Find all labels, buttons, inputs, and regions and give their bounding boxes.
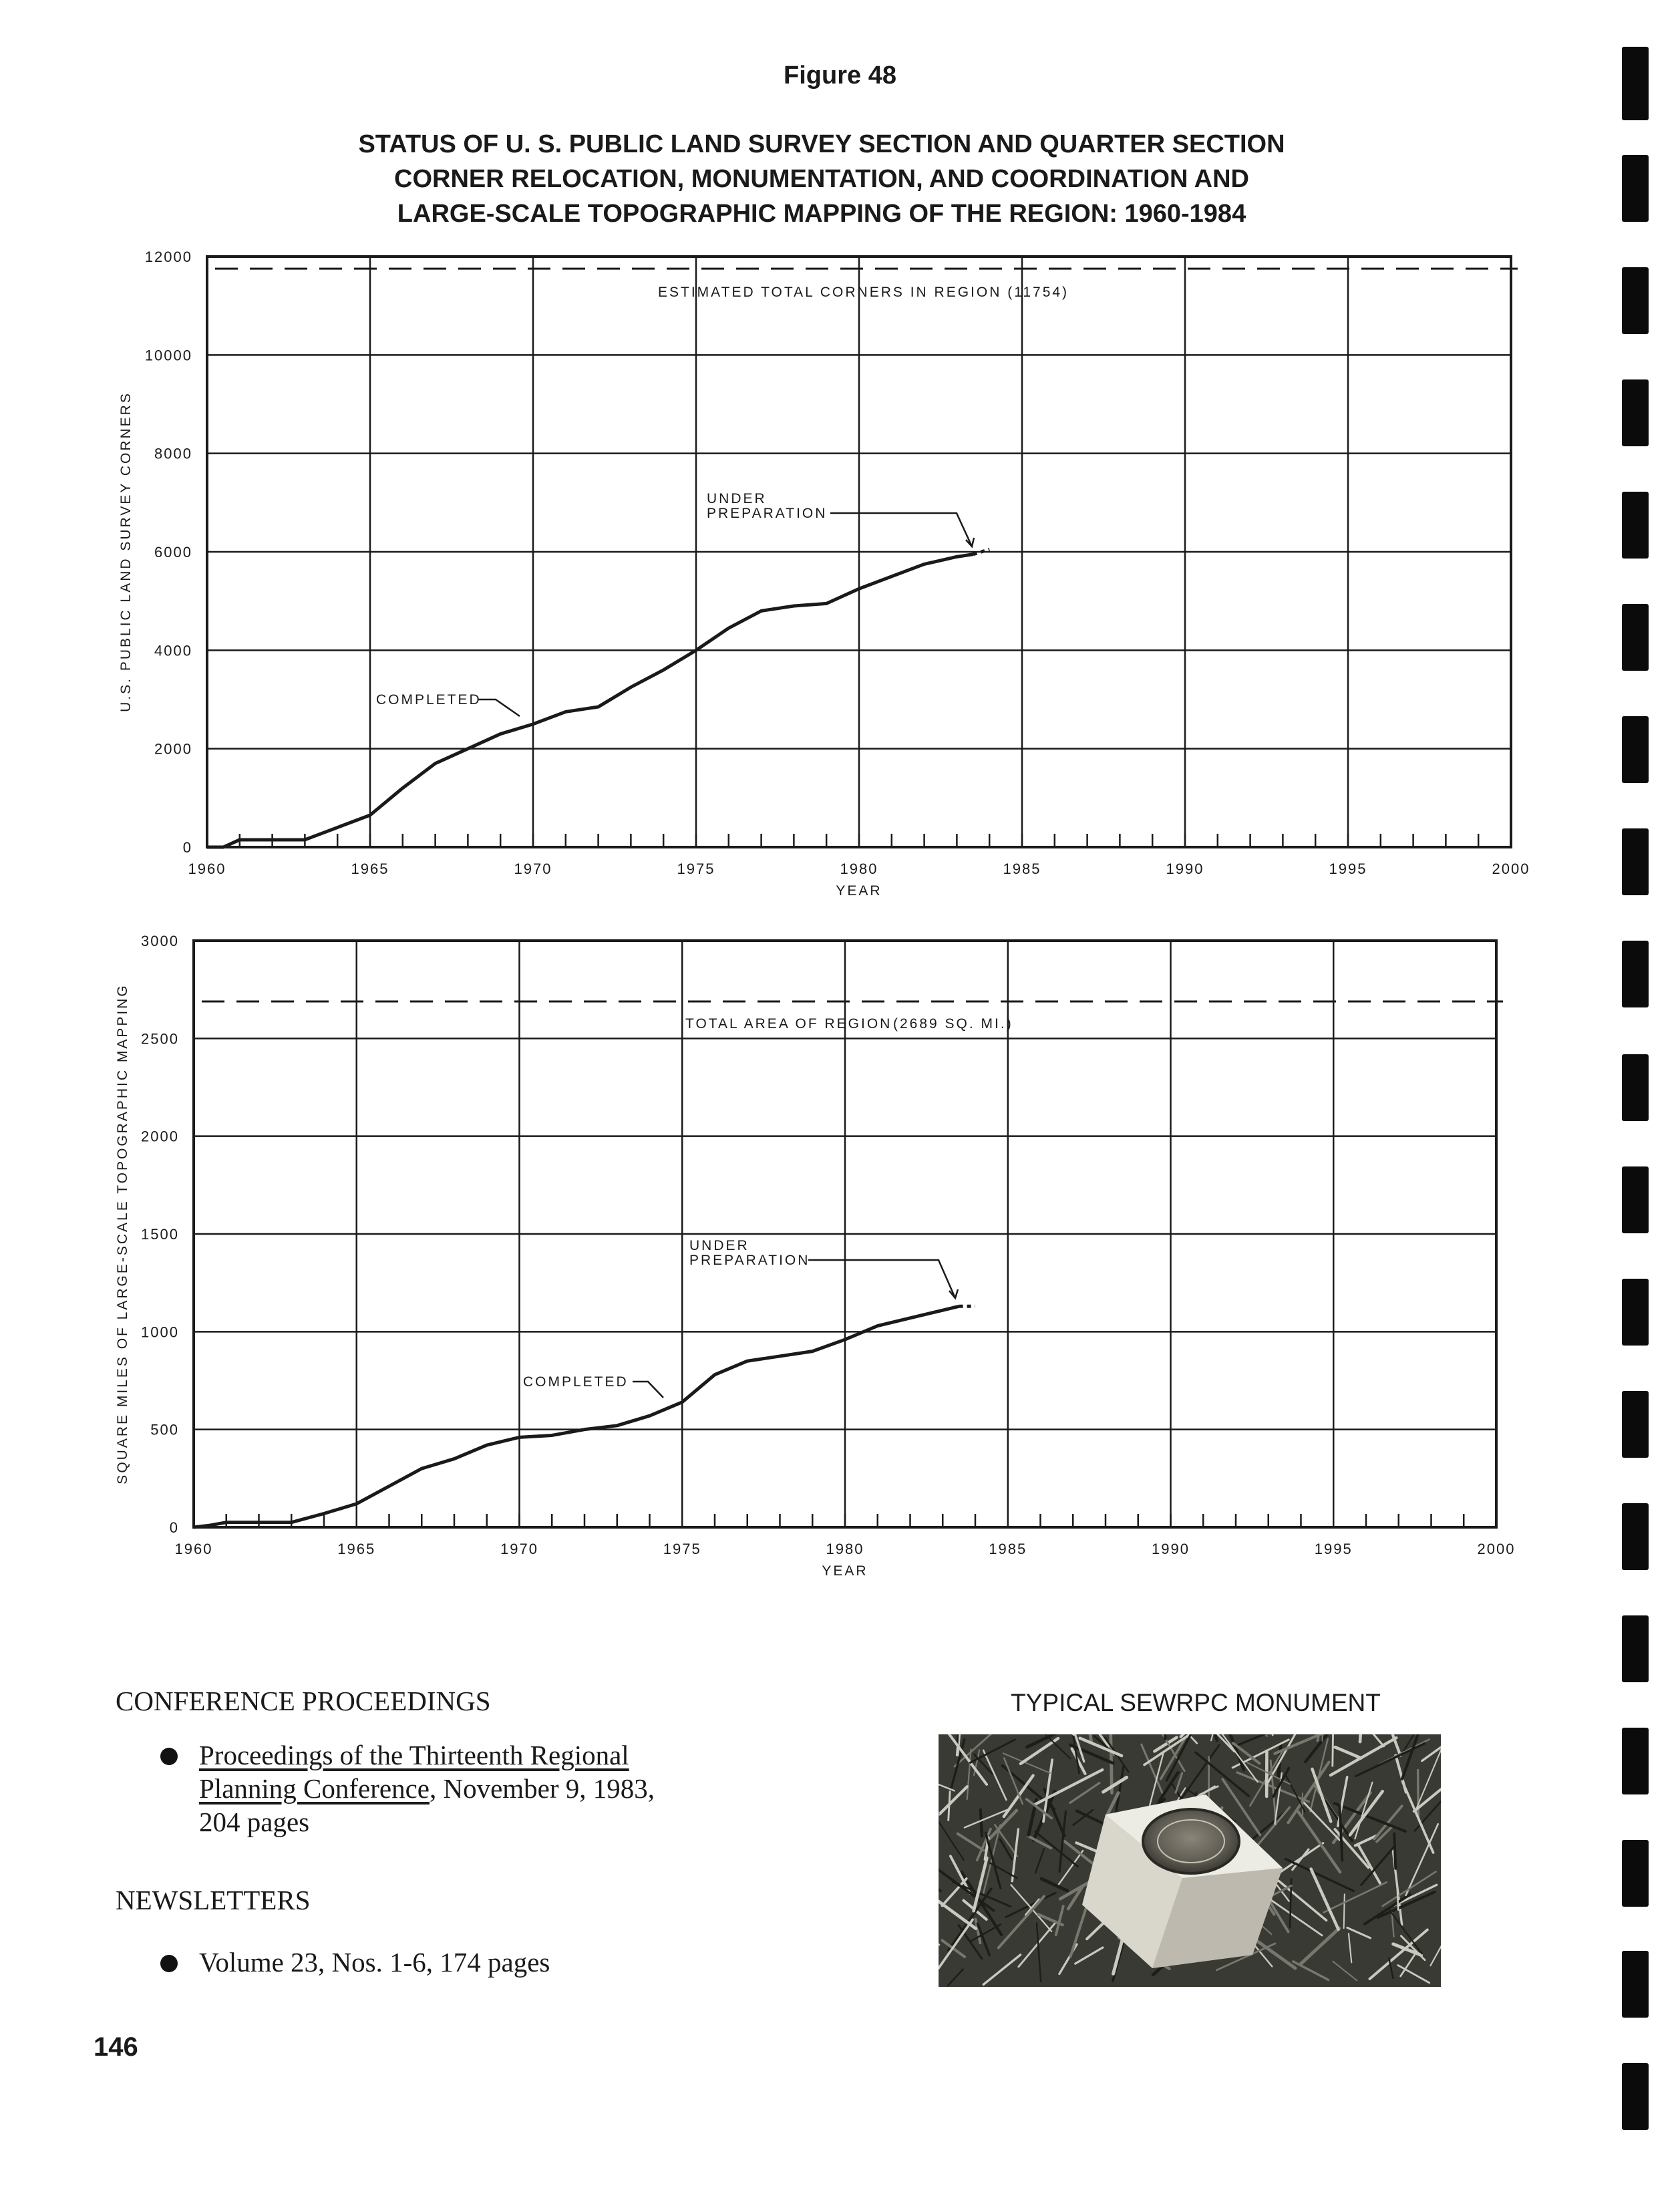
chart2-minor-ticks	[194, 1514, 1496, 1527]
chart2-x-tick-labels	[175, 1541, 1516, 1557]
binding-tab	[1622, 1840, 1649, 1907]
chart2-y-tick-2000: 2000	[141, 1128, 179, 1145]
figure-label: Figure 48	[784, 61, 896, 90]
binding-tab	[1622, 1279, 1649, 1346]
chart2-y-tick-labels	[141, 933, 179, 1536]
chart2-x-tick-1990: 1990	[1152, 1541, 1190, 1557]
binding-tab	[1622, 2063, 1649, 2130]
chart2-y-axis-label: SQUARE MILES OF LARGE-SCALE TOPOGRAPHIC MAPPING	[115, 983, 130, 1484]
binding-tab	[1622, 492, 1649, 559]
chart2-x-tick-1960: 1960	[174, 1541, 213, 1557]
binding-tab	[1622, 1166, 1649, 1233]
binding-tab	[1622, 379, 1649, 446]
chart2-x-tick-1995: 1995	[1314, 1541, 1353, 1557]
binding-tab	[1622, 1054, 1649, 1121]
binding-tab	[1622, 1615, 1649, 1682]
chart1-y-axis-label: U.S. PUBLIC LAND SURVEY CORNERS	[118, 391, 134, 712]
binding-tab	[1622, 1728, 1649, 1794]
chart1-x-tick-1990: 1990	[1166, 860, 1204, 877]
chart2-reference-value: (2689 SQ. MI.)	[893, 1016, 1013, 1032]
chart2-y-tick-500: 500	[150, 1421, 179, 1438]
chart2-y-tick-1500: 1500	[141, 1226, 179, 1243]
chart1-y-tick-4000: 4000	[154, 642, 192, 659]
figure-title-line-1: STATUS OF U. S. PUBLIC LAND SURVEY SECTION AND QUARTER SECTION	[358, 130, 1285, 158]
binding-tab	[1622, 941, 1649, 1007]
conference-item	[160, 1738, 762, 1839]
binding-tab	[1622, 267, 1649, 334]
chart1-reference-label: ESTIMATED TOTAL CORNERS IN REGION (11754)	[658, 285, 1069, 301]
chart1-x-tick-1980: 1980	[840, 860, 878, 877]
bullet-icon	[160, 1748, 178, 1765]
chart2-completed-leader	[633, 1382, 663, 1398]
conference-item-line-2-underlined: Planning Conference	[199, 1773, 430, 1804]
page-number: 146	[94, 2032, 138, 2062]
chart2-y-tick-0: 0	[169, 1519, 179, 1536]
chart1-y-tick-10000: 10000	[144, 347, 192, 364]
chart1-y-tick-2000: 2000	[154, 740, 192, 758]
conference-item-line-3: 204 pages	[199, 1807, 310, 1837]
newsletters-heading: NEWSLETTERS	[116, 1885, 311, 1915]
chart1-y-tick-6000: 6000	[154, 544, 192, 561]
chart2-y-tick-2500: 2500	[141, 1030, 179, 1048]
binding-tab	[1622, 604, 1649, 671]
chart2-x-axis-label: YEAR	[822, 1563, 868, 1579]
newsletters-item	[160, 1945, 762, 1979]
chart1-y-tick-8000: 8000	[154, 445, 192, 462]
chart1-x-tick-1970: 1970	[514, 860, 552, 877]
chart1-y-tick-12000: 12000	[144, 249, 192, 265]
chart2-x-tick-1985: 1985	[989, 1541, 1027, 1557]
chart2-under-leader	[808, 1260, 958, 1298]
binding-tab	[1622, 1503, 1649, 1570]
chart2-completed-label: COMPLETED	[523, 1374, 629, 1390]
conference-heading: CONFERENCE PROCEEDINGS	[116, 1686, 491, 1716]
binding-tab	[1622, 1391, 1649, 1458]
chart2-x-tick-1970: 1970	[500, 1541, 538, 1557]
chart2-x-tick-2000: 2000	[1477, 1541, 1516, 1557]
chart1-x-tick-1965: 1965	[351, 860, 389, 877]
chart2-y-tick-3000: 3000	[141, 933, 179, 949]
chart2-y-tick-1000: 1000	[141, 1323, 179, 1341]
binding-tab	[1622, 716, 1649, 783]
chart1-under-label-2: PREPARATION	[707, 506, 828, 521]
chart1-x-tick-1985: 1985	[1003, 860, 1041, 877]
newsletters-item-text: Volume 23, Nos. 1-6, 174 pages	[199, 1947, 550, 1978]
chart1-x-tick-2000: 2000	[1492, 860, 1530, 877]
chart1-x-tick-1960: 1960	[188, 860, 226, 877]
chart1-x-tick-1995: 1995	[1329, 860, 1367, 877]
binding-tab	[1622, 1951, 1649, 2018]
bullet-icon	[160, 1955, 178, 1972]
monument-photo	[939, 1734, 1441, 1987]
chart2-x-tick-1965: 1965	[337, 1541, 376, 1557]
chart2-x-tick-1980: 1980	[826, 1541, 864, 1557]
chart2-under-label-2: PREPARATION	[689, 1253, 810, 1268]
figure-title-line-2: CORNER RELOCATION, MONUMENTATION, AND COORDINATION AND	[394, 165, 1249, 193]
chart1-y-tick-0: 0	[182, 839, 192, 856]
chart1-completed-label: COMPLETED	[376, 692, 482, 708]
chart2-under-label-1: UNDER	[689, 1238, 749, 1253]
binding-tab	[1622, 47, 1649, 120]
binding-tab	[1622, 828, 1649, 895]
conference-item-line-1: Proceedings of the Thirteenth Regional	[199, 1740, 629, 1770]
chart1-x-axis-label: YEAR	[836, 883, 882, 899]
binding-tab	[1622, 155, 1649, 222]
monument-title: TYPICAL SEWRPC MONUMENT	[1011, 1689, 1381, 1716]
chart2-x-tick-1975: 1975	[663, 1541, 701, 1557]
chart2-reference-label: TOTAL AREA OF REGION	[685, 1016, 892, 1032]
figure-title-line-3: LARGE-SCALE TOPOGRAPHIC MAPPING OF THE REGION: 1960-1984	[397, 200, 1246, 228]
chart1-under-label-1: UNDER	[707, 491, 767, 506]
chart1-x-tick-1975: 1975	[677, 860, 715, 877]
conference-item-line-2-rest: , November 9, 1983,	[429, 1773, 655, 1804]
